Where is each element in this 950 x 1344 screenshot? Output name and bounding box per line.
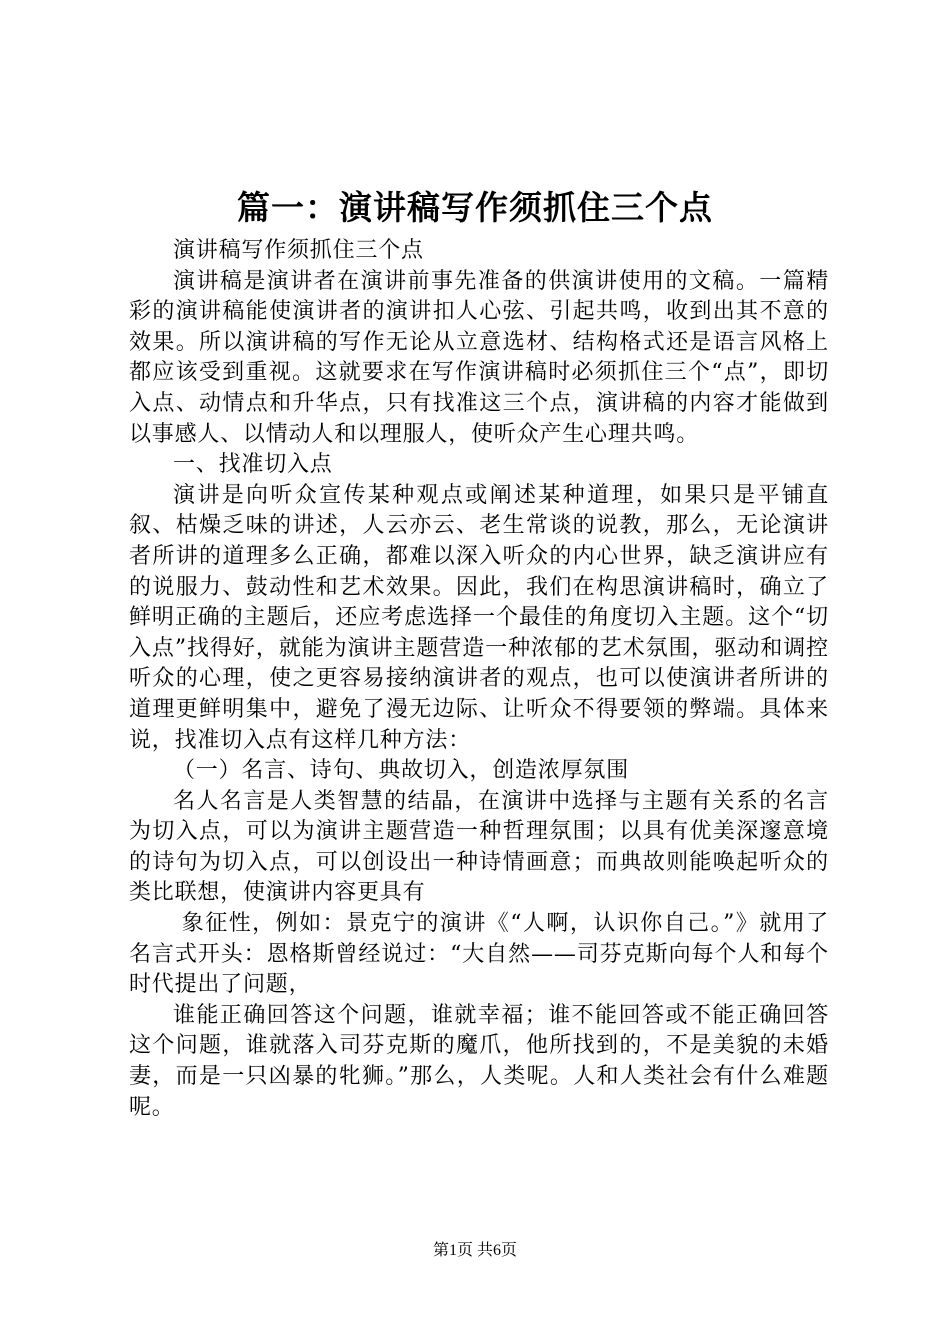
paragraph-section-1: 演讲是向听众宣传某种观点或阐述某种道理，如果只是平铺直叙、枯燥乏味的讲述，人云亦云、老生常谈的说教，那么，无论演讲者所讲的道理多么正确，都难以深入听众的内心世界，缺乏演讲应有的说服力、鼓动性和艺术效果。因此，我们在构思演讲稿时，确立了鲜明正确的主题后，还应考虑选择一个最佳的角度切入主题。这个“切入点”找得好，就能为演讲主题营造一种浓郁的艺术氛围，驱动和调控听众的心理，使之更容易接纳演讲者的观点，也可以使演讲者所讲的道理更鲜明集中，避免了漫无边际、让听众不得要领的弊端。具体来说，找准切入点有这样几种方法： bbox=[129, 482, 829, 753]
paragraph-subsection-1: 名人名言是人类智慧的结晶，在演讲中选择与主题有关系的名言为切入点，可以为演讲主题营造一种哲理氛围；以具有优美深邃意境的诗句为切入点，可以创设出一种诗情画意；而典故则能唤起听众的类比联想，使演讲内容更具有 bbox=[129, 788, 829, 906]
page-number-footer: 第1页 共6页 bbox=[432, 1242, 517, 1259]
paragraph-subtitle: 演讲稿写作须抓住三个点 bbox=[173, 238, 424, 263]
subsection-heading-1: （一）名言、诗句、典故切入，创造浓厚氛围 bbox=[173, 758, 630, 784]
paragraph-example: 象征性，例如：景克宁的演讲《“人啊，认识你自己。”》就用了名言式开头：恩格斯曾经说过：“大自然——司芬克斯向每个人和每个时代提出了问题， bbox=[129, 911, 829, 998]
document-title: 篇一：演讲稿写作须抓住三个点 bbox=[237, 188, 713, 227]
paragraph-quote-continued: 谁能正确回答这个问题，谁就幸福；谁不能回答或不能正确回答这个问题，谁就落入司芬克斯的魔爪，他所找到的，不是美貌的未婚妻，而是一只凶暴的牝狮。”那么，人类呢。人和人类社会有什么难题呢。 bbox=[129, 1002, 829, 1120]
document-body bbox=[129, 236, 829, 1123]
section-heading-1: 一、找准切入点 bbox=[173, 452, 333, 478]
paragraph-intro: 演讲稿是演讲者在演讲前事先准备的供演讲使用的文稿。一篇精彩的演讲稿能使演讲者的演讲扣人心弦、引起共鸣，收到出其不意的效果。所以演讲稿的写作无论从立意选材、结构格式还是语言风格上都应该受到重视。这就要求在写作演讲稿时必须抓住三个“点”，即切入点、动情点和升华点，只有找准这三个点，演讲稿的内容才能做到以事感人、以情动人和以理服人，使听众产生心理共鸣。 bbox=[129, 268, 829, 447]
